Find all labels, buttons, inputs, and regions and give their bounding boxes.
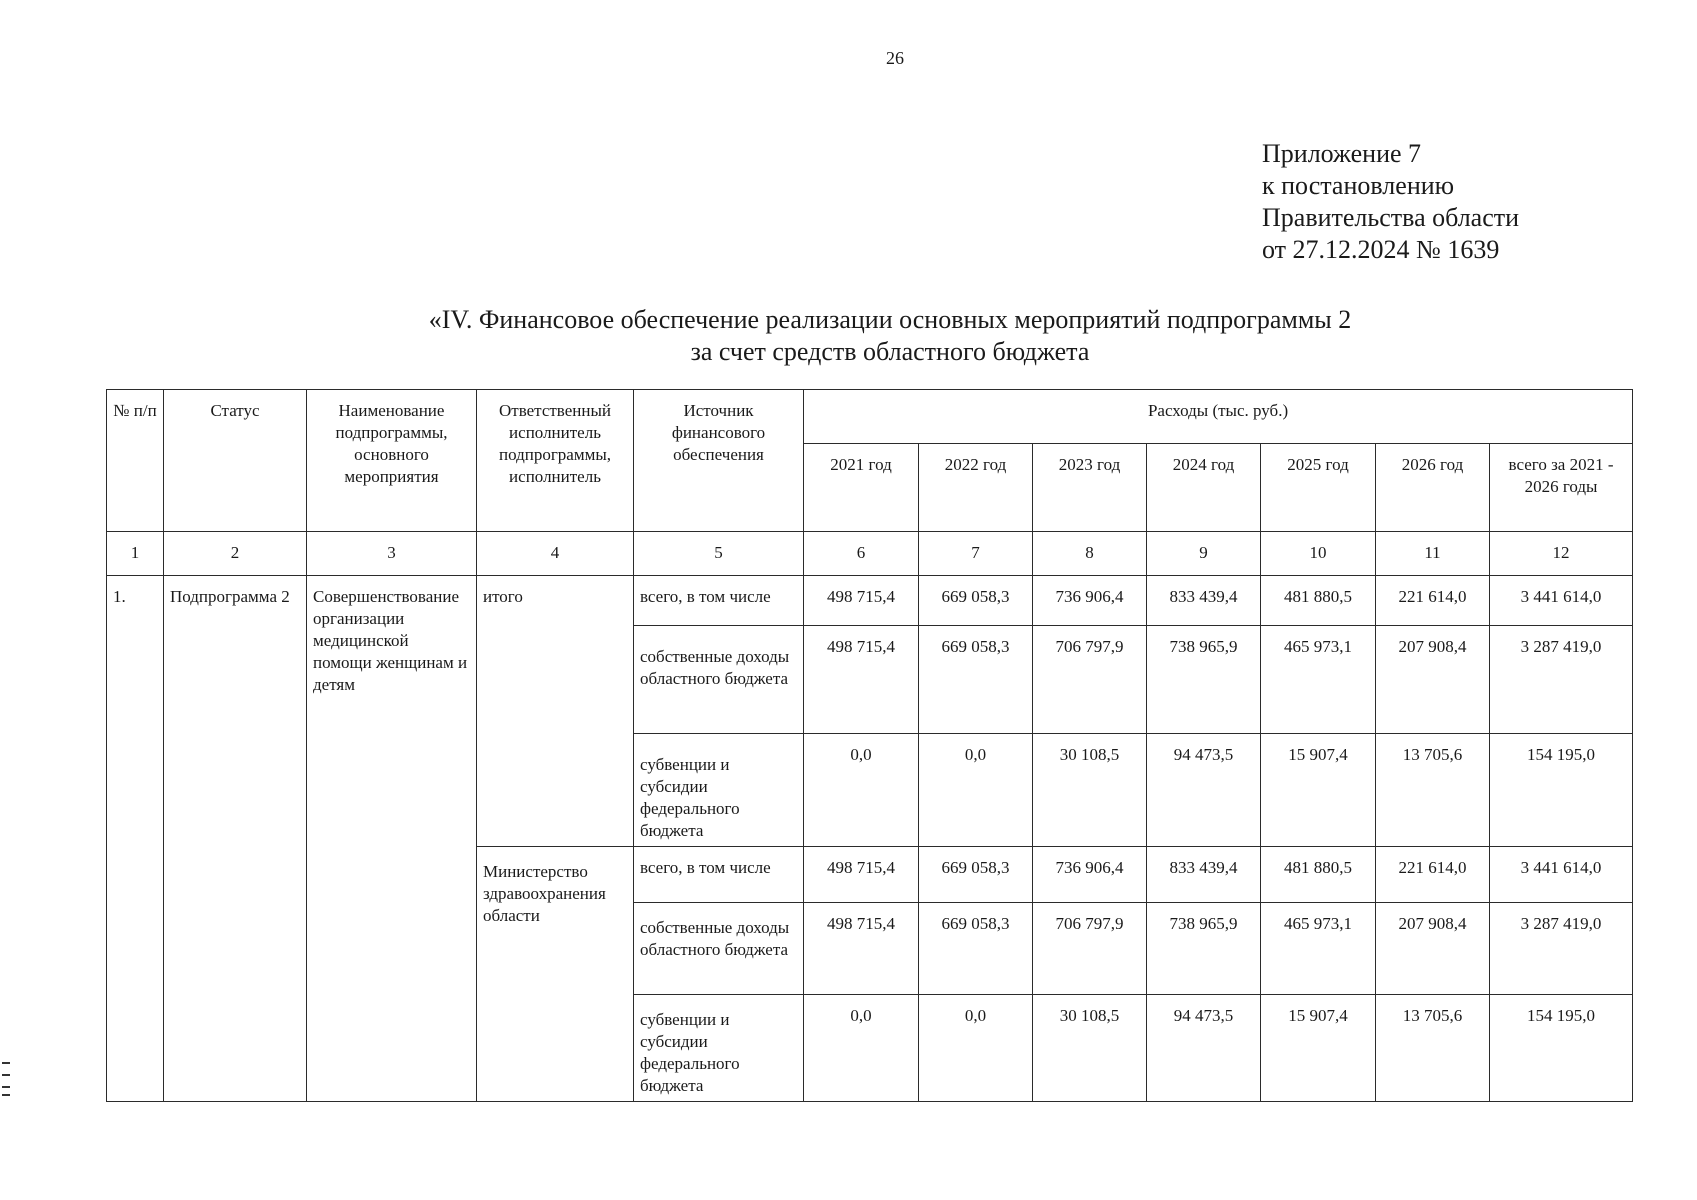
header-year: 2023 год (1033, 444, 1147, 532)
header-num: № п/п (107, 390, 164, 532)
appendix-line: к постановлению (1262, 171, 1455, 200)
row-source: всего, в том числе (634, 576, 804, 626)
appendix-line: Приложение 7 (1262, 139, 1422, 168)
row-status: Подпрограмма 2 (164, 576, 307, 1102)
value-cell: 738 965,9 (1147, 626, 1261, 734)
appendix-line: Правительства области (1262, 203, 1520, 232)
value-cell: 154 195,0 (1490, 995, 1633, 1102)
column-index: 3 (307, 532, 477, 576)
value-cell: 30 108,5 (1033, 995, 1147, 1102)
value-cell: 3 441 614,0 (1490, 576, 1633, 626)
row-source: субвенции и субсидии федерального бюджета (634, 734, 804, 847)
financing-table (106, 389, 1633, 1102)
value-cell: 738 965,9 (1147, 903, 1261, 995)
value-cell: 0,0 (919, 734, 1033, 847)
column-index-row (107, 532, 1633, 576)
header-source: Источник финансового обеспечения (634, 390, 804, 532)
value-cell: 15 907,4 (1261, 734, 1376, 847)
column-index: 11 (1376, 532, 1490, 576)
value-cell: 706 797,9 (1033, 626, 1147, 734)
header-total: всего за 2021 - 2026 годы (1490, 444, 1633, 532)
column-index: 6 (804, 532, 919, 576)
value-cell: 833 439,4 (1147, 576, 1261, 626)
column-index: 7 (919, 532, 1033, 576)
value-cell: 669 058,3 (919, 903, 1033, 995)
header-year: 2025 год (1261, 444, 1376, 532)
value-cell: 207 908,4 (1376, 626, 1490, 734)
row-executor: Министерство здравоохранения области (477, 847, 634, 1102)
row-source: всего, в том числе (634, 847, 804, 903)
appendix-line: от 27.12.2024 № 1639 (1262, 235, 1500, 264)
value-cell: 669 058,3 (919, 847, 1033, 903)
column-index: 12 (1490, 532, 1633, 576)
value-cell: 465 973,1 (1261, 626, 1376, 734)
column-index: 1 (107, 532, 164, 576)
title-line: «IV. Финансовое обеспечение реализации основных мероприятий подпрограммы 2 (428, 305, 1352, 334)
column-index: 10 (1261, 532, 1376, 576)
value-cell: 669 058,3 (919, 576, 1033, 626)
value-cell: 498 715,4 (804, 626, 919, 734)
row-source: собственные доходы областного бюджета (634, 626, 804, 734)
scan-margin-mark (2, 1086, 10, 1088)
header-year: 2024 год (1147, 444, 1261, 532)
value-cell: 706 797,9 (1033, 903, 1147, 995)
header-year: 2021 год (804, 444, 919, 532)
value-cell: 207 908,4 (1376, 903, 1490, 995)
value-cell: 669 058,3 (919, 626, 1033, 734)
value-cell: 498 715,4 (804, 576, 919, 626)
header-name: Наименование подпрограммы, основного мероприятия (307, 390, 477, 532)
value-cell: 30 108,5 (1033, 734, 1147, 847)
value-cell: 94 473,5 (1147, 734, 1261, 847)
value-cell: 3 287 419,0 (1490, 626, 1633, 734)
row-source: субвенции и субсидии федерального бюджета (634, 995, 804, 1102)
value-cell: 154 195,0 (1490, 734, 1633, 847)
row-name: Совершенствование организации медицинской помощи женщинам и детям (307, 576, 477, 1102)
row-number: 1. (107, 576, 164, 1102)
value-cell: 481 880,5 (1261, 847, 1376, 903)
value-cell: 833 439,4 (1147, 847, 1261, 903)
value-cell: 221 614,0 (1376, 847, 1490, 903)
value-cell: 481 880,5 (1261, 576, 1376, 626)
column-index: 8 (1033, 532, 1147, 576)
value-cell: 15 907,4 (1261, 995, 1376, 1102)
scan-margin-mark (2, 1062, 10, 1064)
header-year: 2026 год (1376, 444, 1490, 532)
value-cell: 0,0 (919, 995, 1033, 1102)
value-cell: 0,0 (804, 995, 919, 1102)
header-expenses: Расходы (тыс. руб.) (804, 390, 1633, 444)
value-cell: 465 973,1 (1261, 903, 1376, 995)
header-status: Статус (164, 390, 307, 532)
value-cell: 498 715,4 (804, 847, 919, 903)
row-executor: итого (477, 576, 634, 847)
value-cell: 13 705,6 (1376, 995, 1490, 1102)
page-number: 26 (886, 48, 904, 68)
title-line: за счет средств областного бюджета (690, 337, 1090, 366)
value-cell: 736 906,4 (1033, 847, 1147, 903)
scan-margin-mark (2, 1074, 10, 1076)
value-cell: 94 473,5 (1147, 995, 1261, 1102)
row-source: собственные доходы областного бюджета (634, 903, 804, 995)
document-title (0, 304, 1697, 368)
value-cell: 498 715,4 (804, 903, 919, 995)
column-index: 2 (164, 532, 307, 576)
scan-margin-mark (2, 1094, 10, 1096)
column-index: 4 (477, 532, 634, 576)
appendix-block (1262, 138, 1519, 266)
header-executor: Ответственный исполнитель подпрограммы, исполнитель (477, 390, 634, 532)
value-cell: 3 441 614,0 (1490, 847, 1633, 903)
value-cell: 221 614,0 (1376, 576, 1490, 626)
column-index: 5 (634, 532, 804, 576)
value-cell: 736 906,4 (1033, 576, 1147, 626)
table-row (107, 576, 1633, 626)
column-index: 9 (1147, 532, 1261, 576)
value-cell: 3 287 419,0 (1490, 903, 1633, 995)
header-year: 2022 год (919, 444, 1033, 532)
value-cell: 13 705,6 (1376, 734, 1490, 847)
value-cell: 0,0 (804, 734, 919, 847)
